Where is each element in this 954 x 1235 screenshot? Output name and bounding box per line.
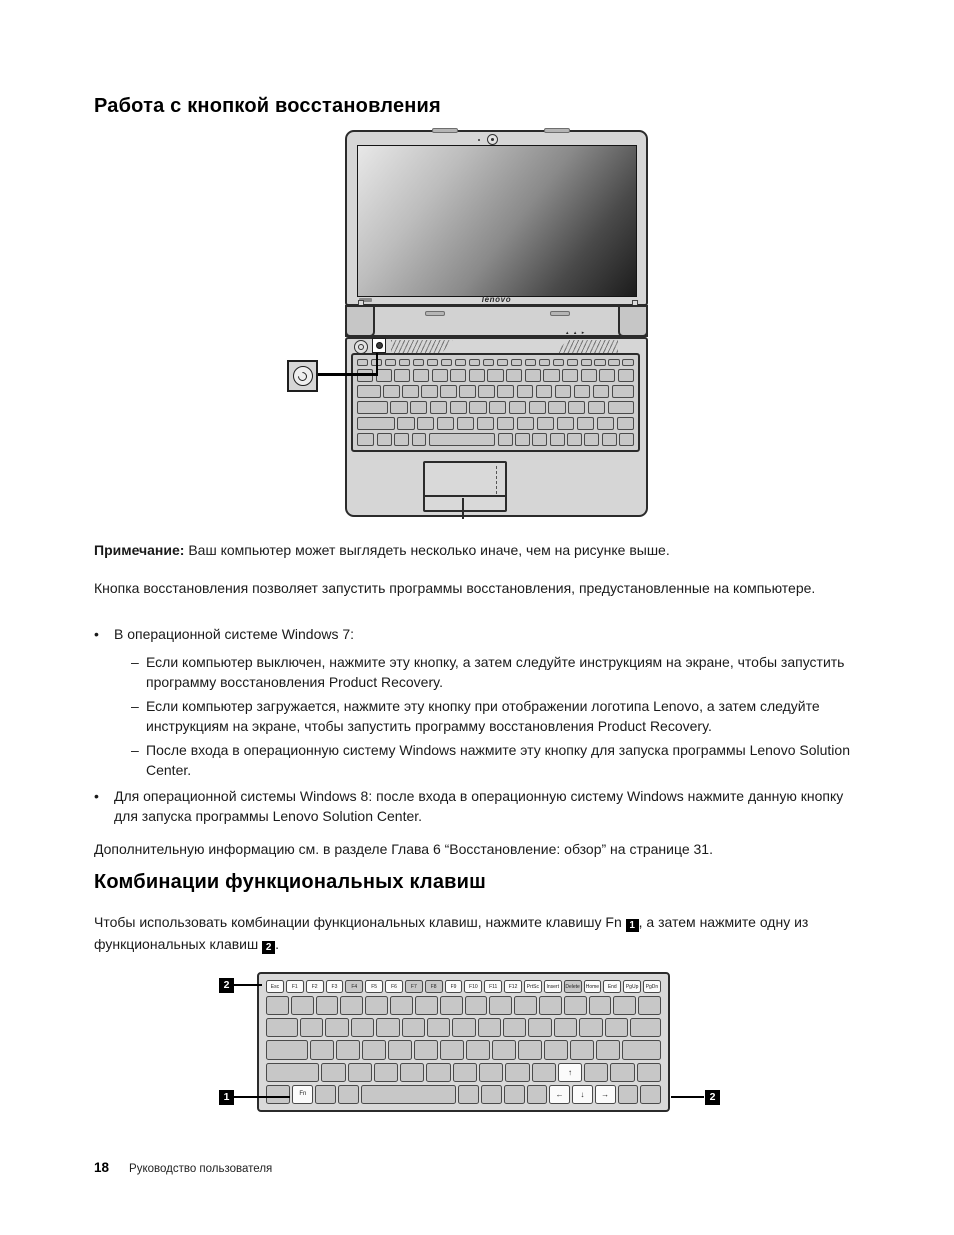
key-F10: F10	[464, 980, 482, 993]
recovery-button	[372, 338, 386, 353]
blank-key	[376, 1018, 399, 1037]
blank-key	[487, 369, 503, 382]
keyboard-row	[266, 996, 661, 1015]
more-info-paragraph: Дополнительную информацию см. в разделе Глава 6 “Восстановление: обзор” на странице 31.	[94, 841, 713, 857]
hinge-bump	[550, 311, 570, 316]
blank-key	[266, 1085, 290, 1104]
blank-key	[410, 401, 427, 414]
blank-key	[388, 1040, 412, 1059]
blank-key	[400, 1063, 424, 1082]
blank-key	[357, 417, 395, 430]
blank-key	[453, 1063, 477, 1082]
list-item-win8	[94, 786, 866, 826]
blank-key	[630, 1018, 661, 1037]
blank-key	[325, 1018, 348, 1037]
blank-key	[617, 417, 634, 430]
blank-key	[554, 1018, 577, 1037]
key-End: End	[603, 980, 621, 993]
list-item-win7	[94, 624, 866, 644]
blank-key	[570, 1040, 594, 1059]
list-item-text: В операционной системе Windows 7:	[114, 626, 355, 642]
blank-key	[568, 401, 585, 414]
blank-key	[426, 1063, 450, 1082]
list-item-text: После входа в операционную систему Windows нажмите эту кнопку для запуска программы Lenovo Solution Center.	[146, 742, 850, 778]
blank-key	[515, 433, 530, 446]
key-F5: F5	[365, 980, 383, 993]
key-F9: F9	[445, 980, 463, 993]
callout-badge-1: 1	[219, 1090, 234, 1105]
function-key-row	[357, 359, 634, 366]
blank-key	[357, 359, 368, 366]
blank-key	[525, 369, 541, 382]
blank-key	[618, 369, 634, 382]
lid-bump	[544, 128, 570, 133]
blank-key	[374, 1063, 398, 1082]
touchpad	[423, 461, 507, 512]
callout-line	[671, 1096, 704, 1098]
blank-key	[450, 401, 467, 414]
blank-key	[266, 1040, 308, 1059]
keyboard-row	[266, 1040, 661, 1059]
note-label: Примечание:	[94, 542, 185, 558]
blank-key	[529, 401, 546, 414]
keyboard-row	[357, 417, 634, 430]
list-item-recovery-boot	[131, 696, 861, 736]
left-hinge	[345, 305, 375, 337]
laptop-illustration	[0, 0, 954, 560]
bullet-marker: •	[94, 626, 99, 642]
callout-box	[287, 360, 318, 392]
blank-key	[637, 1063, 661, 1082]
blank-key	[414, 1040, 438, 1059]
blank-key	[548, 401, 565, 414]
blank-key	[536, 385, 553, 398]
blank-key	[638, 996, 661, 1015]
key-PrtSc: PrtSc	[524, 980, 542, 993]
fn-text: Чтобы использовать комбинации функциональных клавиш, нажмите клавишу Fn	[94, 914, 626, 930]
blank-key	[528, 1018, 551, 1037]
key-Home: Home	[584, 980, 602, 993]
page-number: 18	[94, 1160, 110, 1175]
blank-key	[544, 1040, 568, 1059]
recovery-button-icon	[376, 342, 383, 349]
blank-key	[340, 996, 363, 1015]
blank-key	[505, 1063, 529, 1082]
blank-key	[466, 1040, 490, 1059]
blank-key	[469, 359, 480, 366]
blank-key	[440, 996, 463, 1015]
blank-key	[525, 359, 536, 366]
spacebar-key	[429, 433, 495, 446]
right-hinge	[618, 305, 648, 337]
blank-key	[321, 1063, 345, 1082]
blank-key	[577, 417, 594, 430]
spacebar-key	[361, 1085, 457, 1104]
blank-key	[622, 1040, 661, 1059]
list-item-text: Если компьютер загружается, нажмите эту кнопку при отображении логотипа Lenovo, а затем следуйте инструкциям на экране, чтобы запустить программу восстановления Product Recovery.	[146, 698, 820, 734]
page-footer	[94, 1160, 272, 1175]
blank-key	[413, 369, 429, 382]
status-indicator-icons: ▴ ▴ ▸	[566, 330, 587, 336]
hinge-bump	[425, 311, 445, 316]
keyboard-row	[266, 1085, 661, 1104]
blank-key	[567, 433, 582, 446]
section-title-fn-keys: Комбинации функциональных клавиш	[94, 871, 487, 893]
blank-key	[478, 385, 495, 398]
blank-key	[357, 433, 374, 446]
blank-key	[394, 433, 409, 446]
function-key-row	[266, 980, 661, 993]
blank-key	[450, 369, 466, 382]
blank-key	[497, 359, 508, 366]
fn-text: , а затем нажмите одну из функциональных клавиш	[94, 914, 809, 952]
power-button-icon	[354, 340, 368, 354]
badge-2: 2	[262, 941, 275, 954]
blank-key	[492, 1040, 516, 1059]
blank-key	[506, 369, 522, 382]
callout-line	[234, 1096, 290, 1098]
keyboard-row	[357, 433, 634, 446]
blank-key	[430, 401, 447, 414]
blank-key	[588, 401, 605, 414]
blank-key	[511, 359, 522, 366]
fn-text: .	[275, 936, 280, 952]
list-item-recovery-windows	[131, 740, 861, 780]
dash-marker: –	[131, 742, 139, 758]
blank-key	[437, 417, 454, 430]
keyboard-illustration	[257, 972, 670, 1112]
blank-key	[266, 1063, 319, 1082]
blank-key	[581, 359, 592, 366]
blank-key	[469, 401, 486, 414]
blank-key	[532, 433, 547, 446]
blank-key	[469, 369, 485, 382]
blank-key	[376, 369, 392, 382]
hinge-band	[345, 305, 648, 337]
blank-key	[440, 1040, 464, 1059]
webcam-icon	[487, 134, 498, 145]
microphone-dot-icon	[478, 139, 480, 141]
arrow-right-key: →	[595, 1085, 616, 1104]
blank-key	[338, 1085, 359, 1104]
list-item-recovery-off	[131, 652, 861, 692]
brand-logo: lenovo	[481, 295, 512, 304]
footer-label: Руководство пользователя	[129, 1163, 273, 1175]
key-F4: F4	[345, 980, 363, 993]
blank-key	[608, 401, 634, 414]
blank-key	[527, 1085, 548, 1104]
blank-key	[489, 401, 506, 414]
blank-key	[597, 417, 614, 430]
blank-key	[532, 1063, 556, 1082]
blank-key	[498, 433, 513, 446]
blank-key	[385, 359, 396, 366]
blank-key	[300, 1018, 323, 1037]
blank-key	[497, 417, 514, 430]
badge-1: 1	[626, 919, 639, 932]
blank-key	[602, 433, 617, 446]
keyboard-row	[357, 369, 634, 382]
blank-key	[596, 1040, 620, 1059]
key-F6: F6	[385, 980, 403, 993]
blank-key	[622, 359, 633, 366]
blank-key	[427, 359, 438, 366]
blank-key	[377, 433, 392, 446]
blank-key	[415, 996, 438, 1015]
blank-key	[497, 385, 514, 398]
fn-key: Fn	[292, 1085, 313, 1104]
blank-key	[574, 385, 591, 398]
blank-key	[291, 996, 314, 1015]
blank-key	[336, 1040, 360, 1059]
dash-marker: –	[131, 654, 139, 670]
blank-key	[481, 1085, 502, 1104]
key-Insert: Insert	[544, 980, 562, 993]
blank-key	[383, 385, 400, 398]
blank-key	[599, 369, 615, 382]
blank-key	[567, 359, 578, 366]
lid-bump	[432, 128, 458, 133]
arrow-left-key: ←	[549, 1085, 570, 1104]
key-PgDn: PgDn	[643, 980, 661, 993]
dash-marker: –	[131, 698, 139, 714]
blank-key	[397, 417, 414, 430]
blank-key	[589, 996, 612, 1015]
key-F1: F1	[286, 980, 304, 993]
arrow-up-key: ↑	[558, 1063, 582, 1082]
blank-key	[518, 1040, 542, 1059]
blank-key	[553, 359, 564, 366]
key-F12: F12	[504, 980, 522, 993]
blank-key	[417, 417, 434, 430]
key-F8: F8	[425, 980, 443, 993]
blank-key	[489, 996, 512, 1015]
blank-key	[455, 359, 466, 366]
blank-key	[440, 385, 457, 398]
blank-key	[594, 359, 605, 366]
blank-key	[458, 1085, 479, 1104]
keyboard-row	[357, 401, 634, 414]
blank-key	[557, 417, 574, 430]
blank-key	[584, 433, 599, 446]
blank-key	[452, 1018, 475, 1037]
recovery-callout-icon	[293, 366, 313, 386]
laptop-keyboard	[351, 353, 640, 452]
blank-key	[605, 1018, 628, 1037]
blank-key	[348, 1063, 372, 1082]
list-item-text: Для операционной системы Windows 8: после входа в операционную систему Windows нажмите данную кнопку для запуска программы Lenovo Solution Center.	[114, 788, 844, 824]
blank-key	[427, 1018, 450, 1037]
touchpad-buttons	[425, 495, 505, 497]
blank-key	[459, 385, 476, 398]
blank-key	[390, 401, 407, 414]
callout-line	[318, 373, 378, 376]
fn-paragraph	[94, 911, 870, 955]
blank-key	[543, 369, 559, 382]
blank-key	[610, 1063, 634, 1082]
blank-key	[365, 996, 388, 1015]
blank-key	[457, 417, 474, 430]
blank-key	[421, 385, 438, 398]
blank-key	[357, 401, 388, 414]
blank-key	[562, 369, 578, 382]
key-PgUp: PgUp	[623, 980, 641, 993]
blank-key	[504, 1085, 525, 1104]
keyboard-row	[266, 1018, 661, 1037]
blank-key	[514, 996, 537, 1015]
blank-key	[413, 359, 424, 366]
bullet-marker: •	[94, 788, 99, 804]
blank-key	[390, 996, 413, 1015]
blank-key	[555, 385, 572, 398]
blank-key	[608, 359, 619, 366]
note-paragraph	[94, 540, 866, 560]
page-title: Работа с кнопкой восстановления	[94, 95, 441, 117]
blank-key	[441, 359, 452, 366]
blank-key	[266, 996, 289, 1015]
blank-key	[266, 1018, 298, 1037]
callout-badge-2-top: 2	[219, 978, 234, 993]
blank-key	[584, 1063, 608, 1082]
blank-key	[517, 417, 534, 430]
blank-key	[351, 1018, 374, 1037]
blank-key	[394, 369, 410, 382]
blank-key	[465, 996, 488, 1015]
key-F7: F7	[405, 980, 423, 993]
keyboard-row	[266, 1063, 661, 1082]
callout-line	[234, 984, 262, 986]
blank-key	[479, 1063, 503, 1082]
blank-key	[509, 401, 526, 414]
list-item-text: Если компьютер выключен, нажмите эту кнопку, а затем следуйте инструкциям на экране, чтобы запустить программу восстановления Product Recovery.	[146, 654, 845, 690]
note-text: Ваш компьютер может выглядеть несколько иначе, чем на рисунке выше.	[184, 542, 670, 558]
key-F3: F3	[326, 980, 344, 993]
blank-key	[478, 1018, 501, 1037]
callout-line	[376, 353, 378, 374]
blank-key	[581, 369, 597, 382]
blank-key	[564, 996, 587, 1015]
key-Delete: Delete	[564, 980, 582, 993]
blank-key	[477, 417, 494, 430]
blank-key	[315, 1085, 336, 1104]
blank-key	[537, 417, 554, 430]
blank-key	[593, 385, 610, 398]
touchpad-scroll-zone	[496, 466, 497, 494]
blank-key	[362, 1040, 386, 1059]
blank-key	[412, 433, 427, 446]
blank-key	[539, 996, 562, 1015]
callout-badge-2-right: 2	[705, 1090, 720, 1105]
key-Esc: Esc	[266, 980, 284, 993]
arrow-down-key: ↓	[572, 1085, 593, 1104]
blank-key	[618, 1085, 639, 1104]
blank-key	[357, 385, 381, 398]
blank-key	[517, 385, 534, 398]
blank-key	[399, 359, 410, 366]
key-F2: F2	[306, 980, 324, 993]
blank-key	[310, 1040, 334, 1059]
blank-key	[402, 1018, 425, 1037]
blank-key	[503, 1018, 526, 1037]
blank-key	[612, 385, 634, 398]
blank-key	[432, 369, 448, 382]
blank-key	[579, 1018, 602, 1037]
intro-paragraph: Кнопка восстановления позволяет запустить программы восстановления, предустановленные на компьютере.	[94, 580, 816, 596]
blank-key	[613, 996, 636, 1015]
key-F11: F11	[484, 980, 502, 993]
blank-key	[619, 433, 634, 446]
blank-key	[402, 385, 419, 398]
keyboard-row	[357, 385, 634, 398]
blank-key	[550, 433, 565, 446]
touchpad-button-divider	[462, 498, 464, 519]
blank-key	[539, 359, 550, 366]
blank-key	[640, 1085, 661, 1104]
blank-key	[483, 359, 494, 366]
laptop-screen	[357, 145, 637, 297]
blank-key	[316, 996, 339, 1015]
